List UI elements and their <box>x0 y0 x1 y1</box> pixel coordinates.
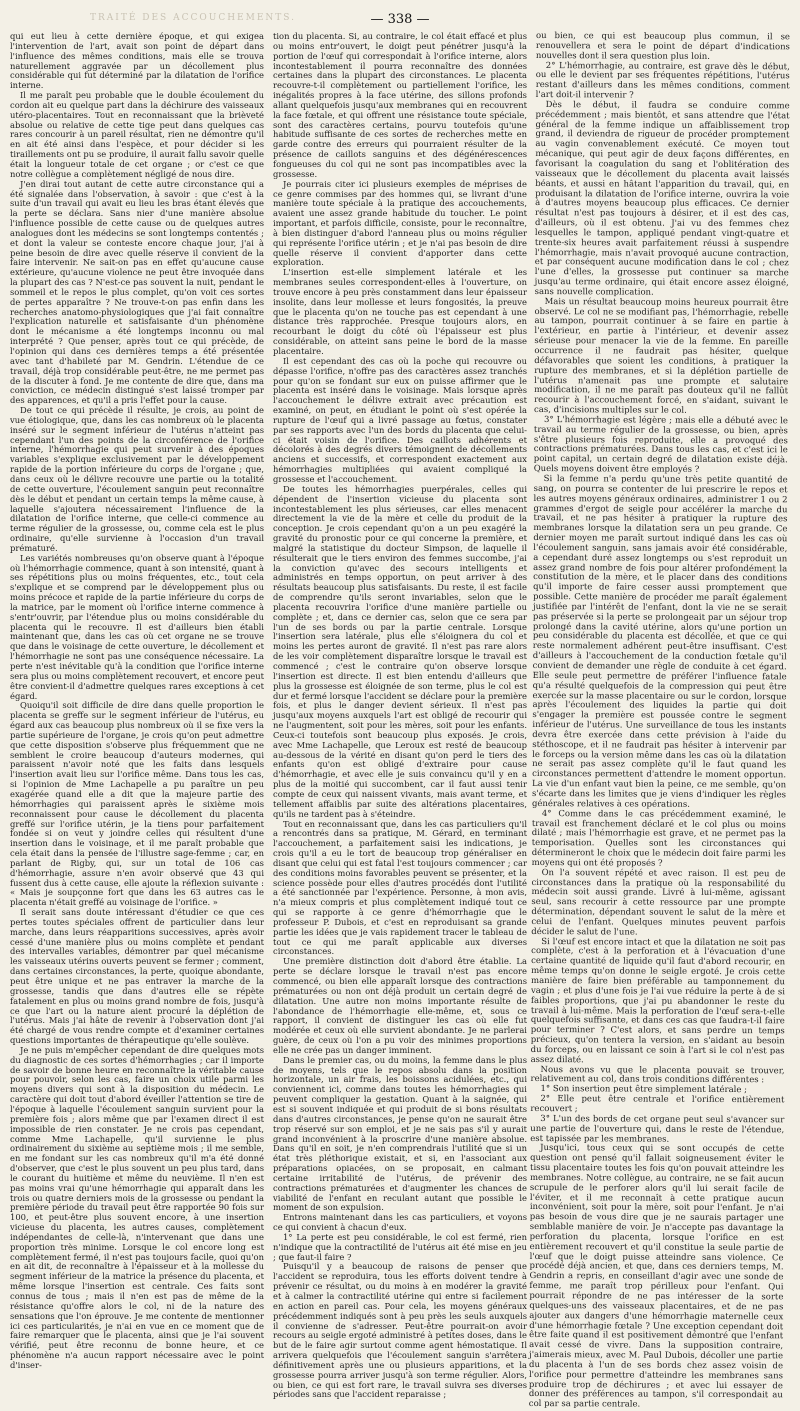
paragraph: De toutes les hémorrhagies puerpérales, celles qui dépendent de l'insertion vicieuse du placenta sont incontestablement les plus sérieuses, car elles menacent directement la vie de la mère et celle du produit de la conception. Je crois cependant qu'on a un peu exagéré la gravité du pronostic pour ce qui concerne la première, et malgré la statistique du docteur Simpson, de laquelle il résulterait que le tiers environ des femmes succombe, j'ai la conviction qu'avec des secours intelligents et administrés en temps opportun, on peut arriver à des résultats beaucoup plus satisfaisants. Du reste, il est facile de comprendre qu'ils seront invariables, selon que le placenta recouvrira l'orifice d'une manière partielle ou complète ; et, dans ce dernier cas, selon que ce sera par l'un de ses bords ou par la partie centrale. Lorsque l'insertion sera latérale, plus elle s'éloignera du col et moins les pertes auront de gravité. Il n'est pas rare alors de les voir complètement disparaître lorsque le travail est commencé ; c'est le contraire qu'on observe lorsque l'insertion est directe. Il est bien entendu d'ailleurs que plus la grossesse est éloignée de son terme, plus le col est dur et fermé lorsque l'accident se déclare pour la première fois, et plus le danger devient sérieux. Il n'est pas jusqu'aux moyens auxquels l'art est obligé de recourir qui ne l'augmentent, soit pour les mères, soit pour les enfants. Ceux-ci toutefois sont beaucoup plus exposés. Je crois, avec Mme Lachapelle, que Leroux est resté de beaucoup au-dessous de la vérité en disant qu'on perd le tiers des enfants qu'on est obligé d'extraire pour cause d'hémorrhagie, et avec elle je suis convaincu qu'il y en a plus de la moitié qui succombent, car il faut aussi tenir compte de ceux qui naissent vivants, mais avant terme, et tellement affaiblis par suite des altérations placentaires, qu'ils ne tardent pas à s'éteindre. <box>273 483 527 819</box>
page-number: — 338 — <box>370 12 430 27</box>
paragraph: Quoiqu'il soit difficile de dire dans quelle proportion le placenta se greffe sur le segment inférieur de l'utérus, eu égard aux cas beaucoup plus nombreux où il se fixe vers la partie supérieure de l'organe, je crois qu'on peut admettre que cette disposition s'observe plus fréquemment que ne semblent le croire beaucoup d'auteurs modernes, qui paraissent n'avoir noté que les faits dans lesquels l'insertion avait lieu sur l'orifice même. Dans tous les cas, si l'opinion de Mme Lachapelle a pu paraître un peu exagérée quand elle a dit que la majeure partie des hémorrhagies qui paraissent après le sixième mois reconnaissent pour cause le décollement du placenta greffé sur l'orifice utérin, je la tiens pour parfaitement fondée si on veut y joindre celles qui résultent d'une insertion dans le voisinage, et il me paraît probable que cela était dans la pensée de l'illustre sage-femme ; car, en parlant de Rigby, qui, sur un total de 106 cas d'hémorrhagie, assure n'en avoir observé que 43 qui fussent dus à cette cause, elle ajoute la réflexion suivante : « Mais je soupçonne fort que dans les 63 autres cas le placenta n'était greffé au voisinage de l'orifice. » <box>10 700 264 908</box>
paragraph: Jusqu'ici, tous ceux qui se sont occupés de cette question ont pensé qu'il fallait soigneusement éviter le tissu placentaire toutes les fois qu'on pouvait atteindre les membranes. Notre collègue, au contraire, ne se fait aucun scrupule de le perforer alors qu'il lui serait facile de l'éviter, et il me reconnaît à cette pratique aucun inconvénient, soit pour la mère, soit pour l'enfant. Je n'ai pas besoin de vous dire que je ne saurais partager une semblable manière de voir. Je n'accepte pas davantage la perforation du placenta, lorsque l'orifice en est entièrement recouvert et qu'il constitue la seule partie de l'œuf que le doigt puisse atteindre sans violence. Ce procédé déjà ancien, et que, dans ces derniers temps, M. Gendrin a repris, en conseillant d'agir avec une sonde de femme, me paraît trop périlleux pour l'enfant. Qui pourrait répondre de ne pas intéresser de la sorte quelques-uns des vaisseaux placentaires, et de ne pas ajouter aux dangers d'une hémorrhagie maternelle ceux d'une hémorrhagie fœtale ? Une exception cependant doit être faite quand il est positivement démontré que l'enfant avait cessé de vivre. Dans la supposition contraire, j'aimerais mieux, avec M. Paul Dubois, décoller une partie du placenta à l'un de ses bords chez assez voisin de l'orifice pour permettre d'atteindre les membranes sans produire trop de déchirures ; et avec lui essayer de donner des préférences au tampon, s'il correspondait au col par sa partie centrale. <box>528 1143 785 1410</box>
paragraph: 3° L'hémorrhagie est légère ; mais elle a débuté avec le travail au terme régulier de la grossesse, ou bien, après s'être plusieurs fois reproduite, elle a provoqué des contractions prématurées. Dans tous les cas, et c'est ici le point capital, un certain degré de dilatation existe déjà. Quels moyens doivent être employés ? <box>533 414 788 475</box>
paragraph: De tout ce qui précède il résulte, je crois, au point de vue étiologique, que, dans les cas nombreux où le placenta inséré sur le segment inférieur de l'utérus n'atteint pas cependant l'un des points de la circonférence de l'orifice interne, l'hémorrhagie qui peut survenir à des époques variables s'explique exclusivement par le développement rapide de la portion inférieure du corps de l'organe ; que, dans ceux où le délivre recouvre une partie ou la totalité de cette ouverture, l'écoulement sanguin peut reconnaître dès le début et pendant un certain temps la même cause, à laquelle s'ajoutera nécessairement l'influence de la dilatation de l'orifice interne, que celle-ci commence au terme régulier de la grossesse, ou, comme cela est le plus ordinaire, qu'elle survienne à l'occasion d'un travail prématuré. <box>10 405 264 553</box>
paragraph: Il me paraît peu probable que le double écoulement du cordon ait eu quelque part dans la déchirure des vaisseaux utéro-placentaires. Tout en reconnaissant que la brièveté absolue ou relative de cette tige peut dans quelques cas rares concourir à un pareil résultat, rien ne démontre qu'il en ait été ainsi dans l'espèce, et pour décider si les tiraillements ont pu se produire, il aurait fallu savoir quelle était la longueur totale de cet organe ; or c'est ce que notre collègue a complètement négligé de nous dire. <box>10 90 264 179</box>
paragraph: 4° Comme dans le cas précédemment examiné, le travail est franchement déclaré et le col plus ou moins dilaté ; mais l'hémorrhagie est grave, et ne permet pas la temporisation. Quelles sont les circonstances qui détermineront le choix que le médecin doit faire parmi les moyens qui ont été proposés ? <box>531 808 786 869</box>
paragraph: Si l'œuf est encore intact et que la dilatation ne soit pas complète, c'est à la perforation et à l'évacuation d'une certaine quantité de liquide qu'il faut d'abord recourir, en même temps qu'on donne le seigle ergoté. Je crois cette manière de faire bien préférable au tamponnement du vagin ; et plus d'une fois je l'ai vue réduire la perte à de si faibles proportions, que j'ai pu abandonner le reste du travail à lui-même. Mais la perforation de l'œuf sera-t-elle quelquefois suffisante, et dans ces cas que faudra-t-il faire pour terminer ? C'est alors, et sans perdre un temps précieux, qu'on tentera la version, en s'aidant au besoin du forceps, ou en laissant ce soin à l'art si le col n'est pas assez dilaté. <box>530 936 786 1066</box>
column-right <box>528 31 791 1410</box>
paragraph: 3° L'un des bords de cet organe peut seul s'avancer sur une partie de l'ouverture qui, dans le reste de l'étendue, est tapissée par les membranes. <box>530 1113 785 1145</box>
paragraph: Nous avons vu que le placenta pouvait se trouver, relativement au col, dans trois conditions différentes : <box>530 1064 785 1086</box>
paragraph: Si la femme n'a perdu qu'une très petite quantité de sang, on pourra se contenter de lui prescrire le repos et les autres moyens généraux ordinaires, administrer 1 ou 2 grammes d'ergot de seigle pour accélérer la marche du travail, et ne pas hésiter à pratiquer la rupture des membranes lorsque la dilatation sera un peu grande. Ce dernier moyen me paraît surtout indiqué dans les cas où l'écoulement sanguin, sans jamais avoir été considérable, a cependant duré assez longtemps ou s'est reproduit un assez grand nombre de fois pour altérer profondément la constitution de la mère, et le placer dans des conditions qu'il importe de faire cesser aussi promptement que possible. Cette manière de procéder me paraît également justifiée par l'intérêt de l'enfant, dont la vie ne se serait pas préservée si la perte se prolongeait par un séjour trop prolongé dans la cavité utérine, alors qu'une portion un peu considérable du placenta est décollée, et que ce qui reste normalement adhérent peut-être insuffisant. C'est d'ailleurs à l'accouchement de la conduction fœtale qu'il convient de demander une règle de conduite à cet égard. Elle seule peut permettre de préférer l'influence fatale qu'a résulté quelquefois de la compression qui peut être exercée sur la masse placentaire ou sur le cordon, lorsque après l'écoulement des liquides la partie qui doit s'engager la première est poussée contre le segment inférieur de l'utérus. Une surveillance de tous les instants devra être exercée dans cette prévision à l'aide du stéthoscope, et il ne faudrait pas hésiter à intervenir par le forceps ou la version même dans les cas où la dilatation ne serait pas assez complète qu'il le faut quand les circonstances permettent d'attendre le moment opportun. La vie d'un enfant vaut bien la peine, ce me semble, qu'on s'écarte dans les limites que je viens d'indiquer les règles générales relatives à ces opérations. <box>531 474 788 810</box>
column-middle <box>273 31 527 1400</box>
paragraph: Il est cependant des cas où la poche qui recouvre ou dépasse l'orifice, n'offre pas des caractères assez tranchés pour qu'on se fondant sur eux on puisse affirmer que le placenta est inséré dans le voisinage. Mais lorsque après l'accouchement le délivre extrait avec précaution est examiné, on peut, en étudiant le point où s'est opérée la rupture de l'œuf qui a livré passage au fœtus, constater par ses rapports avec l'un des bords du placenta que celui-ci était voisin de l'orifice. Des caillots adhérents et décolorés à des degrés divers témoignent de décollements anciens et successifs, et correspondent exactement aux hémorrhagies multipliées qui avaient compliqué la grossesse et l'accouchement. <box>273 355 527 484</box>
paragraph: On l'a souvent répété et avec raison. Il est peu de circonstances dans la pratique où la responsabilité du médecin soit aussi grande. Livré à lui-même, agissant seul, sans recourir à cette ressource par une prompte détermination, dépendant souvent le salut de la mère et celui de l'enfant. Quelques minutes peuvent parfois décider le salut de l'une. <box>531 867 786 938</box>
page-header <box>10 10 790 32</box>
paragraph: Puisqu'il y a beaucoup de raisons de penser que l'accident se reproduira, tous les efforts doivent tendre à prévenir ce résultat, ou du moins à en modérer la gravité et à calmer la contractilité utérine qui entre si facilement en action en pareil cas. Pour cela, les moyens généraux précédemment indiqués sont à peu près les seuls auxquels il convienne de s'adresser. Peut-être pourrait-on avoir recours au seigle ergoté administré à petites doses, dans le but de le faire agir surtout comme agent hémostatique. Il arrivera quelquefois que l'écoulement sanguin s'arrêtera définitivement après une ou plusieurs apparitions, et la grossesse pourra arriver jusqu'à son terme régulier. Alors, ou bien, ce qui est fort rare, le travail suivra ses diverses périodes sans que l'accident reparaisse ; <box>273 1261 527 1400</box>
text-columns <box>10 31 791 1410</box>
paragraph: tion du placenta. Si, au contraire, le col était effacé et plus ou moins entr'ouvert, le doigt peut pénétrer jusqu'à la portion de l'œuf qui correspondait à l'orifice interne, alors incontestablement il pourra reconnaître des données certaines dans la plupart des circonstances. Le placenta recouvre-t-il complètement ou partiellement l'orifice, les inégalités propres à la face utérine, des sillons profonds allant quelquefois jusqu'aux membranes qui en recouvrent la face fœtale, et qui offrent une résistance toute spéciale, sont des caractères certains, pourvu toutefois qu'une habitude suffisante de ces sortes de recherches mette en garde contre des erreurs qui pourraient résulter de la présence de caillots sanguins et des dégénérescences fongueuses du col qui ne sont pas incompatibles avec la grossesse. <box>273 31 527 179</box>
paragraph: Dès le début, il faudra se conduire comme précédemment ; mais bientôt, et sans attendre que l'état général de la femme indique un affaiblissement trop grand, il deviendra de rigueur de procéder promptement au vagin convenablement exécuté. Ce moyen tout mécanique, qui peut agir de deux façons différentes, en favorisant la coagulation du sang et l'oblitération des vaisseaux que le décollement du placenta avait laissés béants, et aussi en hâtant l'apparition du travail, qui, en produisant la dilatation de l'orifice interne, ouvrira la voie à d'autres moyens beaucoup plus efficaces. Ce dernier résultat n'est pas toujours à désirer, et il est des cas, d'ailleurs, où il est obtenu. J'ai vu des femmes chez lesquelles le tampon, appliqué pendant vingt-quatre et trente-six heures avait parfaitement réussi à suspendre l'hémorrhagie, mais n'avait provoqué aucune contraction, et par conséquent aucune modification dans le col ; chez l'une d'elles, la grossesse put continuer sa marche jusqu'au terme ordinaire, qui était encore assez éloigné, sans nouvelle complication. <box>534 99 790 298</box>
paragraph: Dans le premier cas, ou du moins, la femme dans le plus de moyens, tels que le repos absolu dans la position horizontale, un air frais, les boissons acidulées, etc., qui conviennent ici, comme dans toutes les hémorrhagies qui peuvent compliquer la gestation. Quant à la saignée, qui est si souvent indiquée et qui produit de si bons résultats dans d'autres circonstances, je pense qu'on ne saurait être trop réservé sur son emploi, et je ne sais pas s'il y aurait grand inconvénient à la proscrire d'une manière absolue. Dans qu'il en soit, je n'en comprendrais l'utilité que si un état très pléthorique existait, et si, en l'associant aux préparations opiacées, on se proposait, en calmant certaine irritabilité de l'utérus, de prévenir des contractions prématurées et d'augmenter les chances de viabilité de l'enfant en reculant autant que possible le moment de son expulsion. <box>273 1054 527 1213</box>
column-left <box>10 31 264 1370</box>
paragraph: Je pourrais citer ici plusieurs exemples de méprises de ce genre commises par des hommes qui, se livrant d'une manière toute spéciale à la pratique des accouchements, avaient une assez grande habitude du toucher. Le point important, et parfois difficile, consiste, pour le reconnaître, à bien distinguer d'abord l'anneau plus ou moins régulier qui représente l'orifice utérin ; et je n'ai pas besoin de dire quelle réserve il convient d'apporter dans cette exploration. <box>273 178 527 268</box>
paragraph: 1° Son insertion peut être simplement latérale ; <box>540 1084 748 1096</box>
paragraph: ou bien, ce qui est beaucoup plus commun, il se renouvellera et sera le point de départ d'indications nouvelles dont il sera question plus loin. <box>535 31 791 62</box>
paragraph: Entrons maintenant dans les cas particuliers, et voyons ce qui convient à chacun d'eux. <box>273 1212 527 1233</box>
running-head: TRAITÉ DES ACCOUCHEMENTS. <box>90 13 296 23</box>
paragraph: 2° L'hémorrhagie, au contraire, est grave dès le début, ou elle le devient par ses fréquentes répétitions, l'utérus restant d'ailleurs dans les mêmes conditions, comment l'art doit-il intervenir ? <box>535 60 790 101</box>
paragraph: 2° Elle peut être centrale et l'orifice entièrement recouvert ; <box>530 1094 785 1115</box>
paragraph: Il serait sans doute intéressant d'étudier ce que ces pertes toutes spéciales offrent de particulier dans leur marche, dans leurs réapparitions successives, après avoir cessé d'une manière plus ou moins complète et pendant des intervalles variables, démontrer par quel mécanisme les vaisseaux utérins ouverts peuvent se fermer ; comment, dans certaines circonstances, la perte, quoique abondante, peut être unique et ne pas entraver la marche de la grossesse, tandis que dans d'autres elle se répète fatalement en plus ou moins grand nombre de fois, jusqu'à ce que l'art ou la nature aient procuré la déplétion de l'utérus. Mais j'ai hâte de revenir à l'observation dont j'ai été chargé de vous rendre compte et d'examiner certaines questions importantes de thérapeutique qu'elle soulève. <box>10 907 264 1046</box>
paragraph: Une première distinction doit d'abord être établie. La perte se déclare lorsque le travail n'est pas encore commencé, ou bien elle apparaît lorsque des contractions prématurées ou non ont déjà produit un certain degré de dilatation. Une autre non moins importante résulte de l'abondance de l'hémorrhagie elle-même, et, sous ce rapport, il convient de distinguer les cas où elle fut modérée et ceux où elle survient abondante. Je ne parlerai guère, de ceux où l'on a pu voir des minimes proportions elle ne crée pas un danger imminent. <box>273 956 527 1055</box>
paragraph: Mais un résultat beaucoup moins heureux pourrait être observé. Le col ne se modifiant pas, l'hémorrhagie, rebelle au tampon, pourrait continuer à se faire en partie à l'extérieur, en partie à l'intérieur, et devenir assez sérieuse pour menacer la vie de la femme. En pareille occurrence il ne faudrait pas hésiter, quelque défavorables que soient les conditions, à pratiquer la rupture des membranes, et si la déplétion partielle de l'utérus n'amenait pas une prompte et salutaire modification, il ne me paraît pas douteux qu'il ne fallût recourir à l'accouchement forcé, en s'aidant, suivant le cas, d'incisions multiples sur le col. <box>533 296 789 416</box>
paragraph: qui eut lieu à cette dernière époque, et qui exigea l'intervention de l'art, avait son point de départ dans l'influence des mêmes conditions, mais elle se trouva naturellement aggravée par un décollement plus considérable qui fut déterminé par la dilatation de l'orifice interne. <box>10 31 264 91</box>
paragraph: Tout en reconnaissant que, dans les cas particuliers qu'il a rencontrés dans sa pratique, M. Gérard, en terminant l'accouchement, a parfaitement saisi les indications, je crois qu'il a eu le tort de beaucoup trop généraliser en disant que celui qui est fatal l'est toujours commencer ; car des conditions moins favorables peuvent se présenter, et la science possède pour elles d'autres procédés dont l'utilité a été sanctionnée par l'expérience. Personne, à mon avis, n'a mieux compris et plus complètement indiqué tout ce qui se rapporte à ce genre d'hémorrhagie que le professeur P. Dubois, et c'est en reproduisant sa grande partie les idées que je vais rapidement tracer le tableau de tout ce qui me paraît applicable aux diverses circonstances. <box>273 818 527 957</box>
paragraph: 1° La perte est peu considérable, le col est fermé, rien n'indique que la contractilité de l'utérus ait été mise en jeu ; que faut-il faire ? <box>273 1231 527 1262</box>
paragraph: J'en dirai tout autant de cette autre circonstance qui a été signalée dans l'observation, à savoir : que c'est à la suite d'un travail qui avait eu lieu les bras étant élevés que la perte se déclara. Sans nier d'une manière absolue l'influence possible de cette cause ou de quelques autres analogues dont les médecins se sont longtemps contentés ; et dont la valeur se conteste encore chaque jour, j'ai à peine besoin de dire avec quelle réserve il convient de la faire intervenir. Ne sait-on pas en effet qu'aucune cause extérieure, qu'aucune violence ne peut être invoquée dans la plupart des cas ? N'est-ce pas souvent la nuit, pendant le sommeil et le repos le plus complet, qu'on voit ces sortes de pertes apparaître ? Ne trouve-t-on pas enfin dans les recherches anatomo-physiologiques que j'ai fait connaître l'explication naturelle et satisfaisante d'un phénomène dont le mécanisme a été longtemps inconnu ou mal interprété ? Que penser, après tout ce qui précède, de l'opinion qui dans ces dernières temps a été présentée avec tant d'habileté par M. Gendrin. L'étendue de ce travail, déjà trop considérable peut-être, ne me permet pas de la discuter à fond. Je me contente de dire que, dans ma conviction, ce médecin distingué s'est laissé tromper par des apparences, et qu'il a pris l'effet pour la cause. <box>10 178 264 406</box>
paragraph: Je ne puis m'empêcher cependant de dire quelques mots du diagnostic de ces sortes d'hémorrhagies ; car il importe de savoir de bonne heure en reconnaître la véritable cause pour pouvoir, selon les cas, faire un choix utile parmi les moyens divers qui sont à la disposition du médecin. Le caractère qui doit tout d'abord éveiller l'attention se tire de l'époque à laquelle l'écoulement sanguin survient pour la première fois ; alors même que par l'examen direct il est impossible de rien constater. Je ne crois pas cependant, comme Mme Lachapelle, qu'il survienne le plus ordinairement du sixième au septième mois ; il me semble, en me fondant sur les cas nombreux qu'il m'a été donné d'observer, que c'est le plus souvent un peu plus tard, dans le courant du huitième et même du neuvième. Il n'en est pas moins vrai qu'une hémorrhagie qui apparaît dans les trois ou quatre derniers mois de la grossesse ou pendant la première période du travail peut être rapportée 90 fois sur 100, et peut-être plus souvent encore, à une insertion vicieuse du placenta, les autres causes, complètement indépendantes de celle-là, n'intervenant que dans une proportion très minime. Lorsque le col encore long est complètement fermé, il n'est pas toujours facile, quoi qu'on en ait dit, de reconnaître à l'épaisseur et à la mollesse du segment inférieur de la matrice la présence du placenta, et même lorsque l'insertion est centrale. Ces faits sont connus de tous ; mais il n'en est pas de même de la résistance qu'offre alors le col, ni de la nature des sensations que l'on éprouve. Je me contente de mentionner ici ces particularités, je n'ai en vue en ce moment que de faire remarquer que le placenta, ainsi que je l'ai souvent vérifié, peut être reconnu de bonne heure, et ce phénomène n'a aucun rapport nécessaire avec le point d'inser- <box>10 1044 264 1370</box>
paragraph: Les variétés nombreuses qu'on observe quant à l'époque où l'hémorrhagie commence, quant à son intensité, quant à ses répétitions plus ou moins fréquentes, etc., tout cela s'explique et se comprend par le développement plus ou moins précoce et rapide de la partie inférieure du corps de la matrice, par le moment où l'orifice interne commence à s'entr'ouvrir, par l'étendue plus ou moins considérable du placenta qui le recouvre. Il est d'ailleurs bien établi maintenant que, dans les cas où cet organe ne se trouve que dans le voisinage de cette ouverture, le décollement et l'hémorrhagie ne sont pas une conséquence nécessaire. La perte n'est inévitable qu'à la condition que l'orifice interne sera plus ou moins complètement recouvert, et encore peut être convient-il d'admettre quelques rares exceptions à cet égard. <box>10 552 264 701</box>
paragraph: L'insertion est-elle simplement latérale et les membranes seules correspondent-elles à l'ouverture, on trouve encore à peu près constamment dans leur épaisseur insolite, dans leur mollesse et leurs fongosités, la preuve que le placenta qu'on ne touche pas est cependant à une distance très rapprochée. Presque toujours alors, en recourbant le doigt du côté où l'épaisseur est plus considérable, on atteint sans peine le bord de la masse placentaire. <box>273 267 527 356</box>
